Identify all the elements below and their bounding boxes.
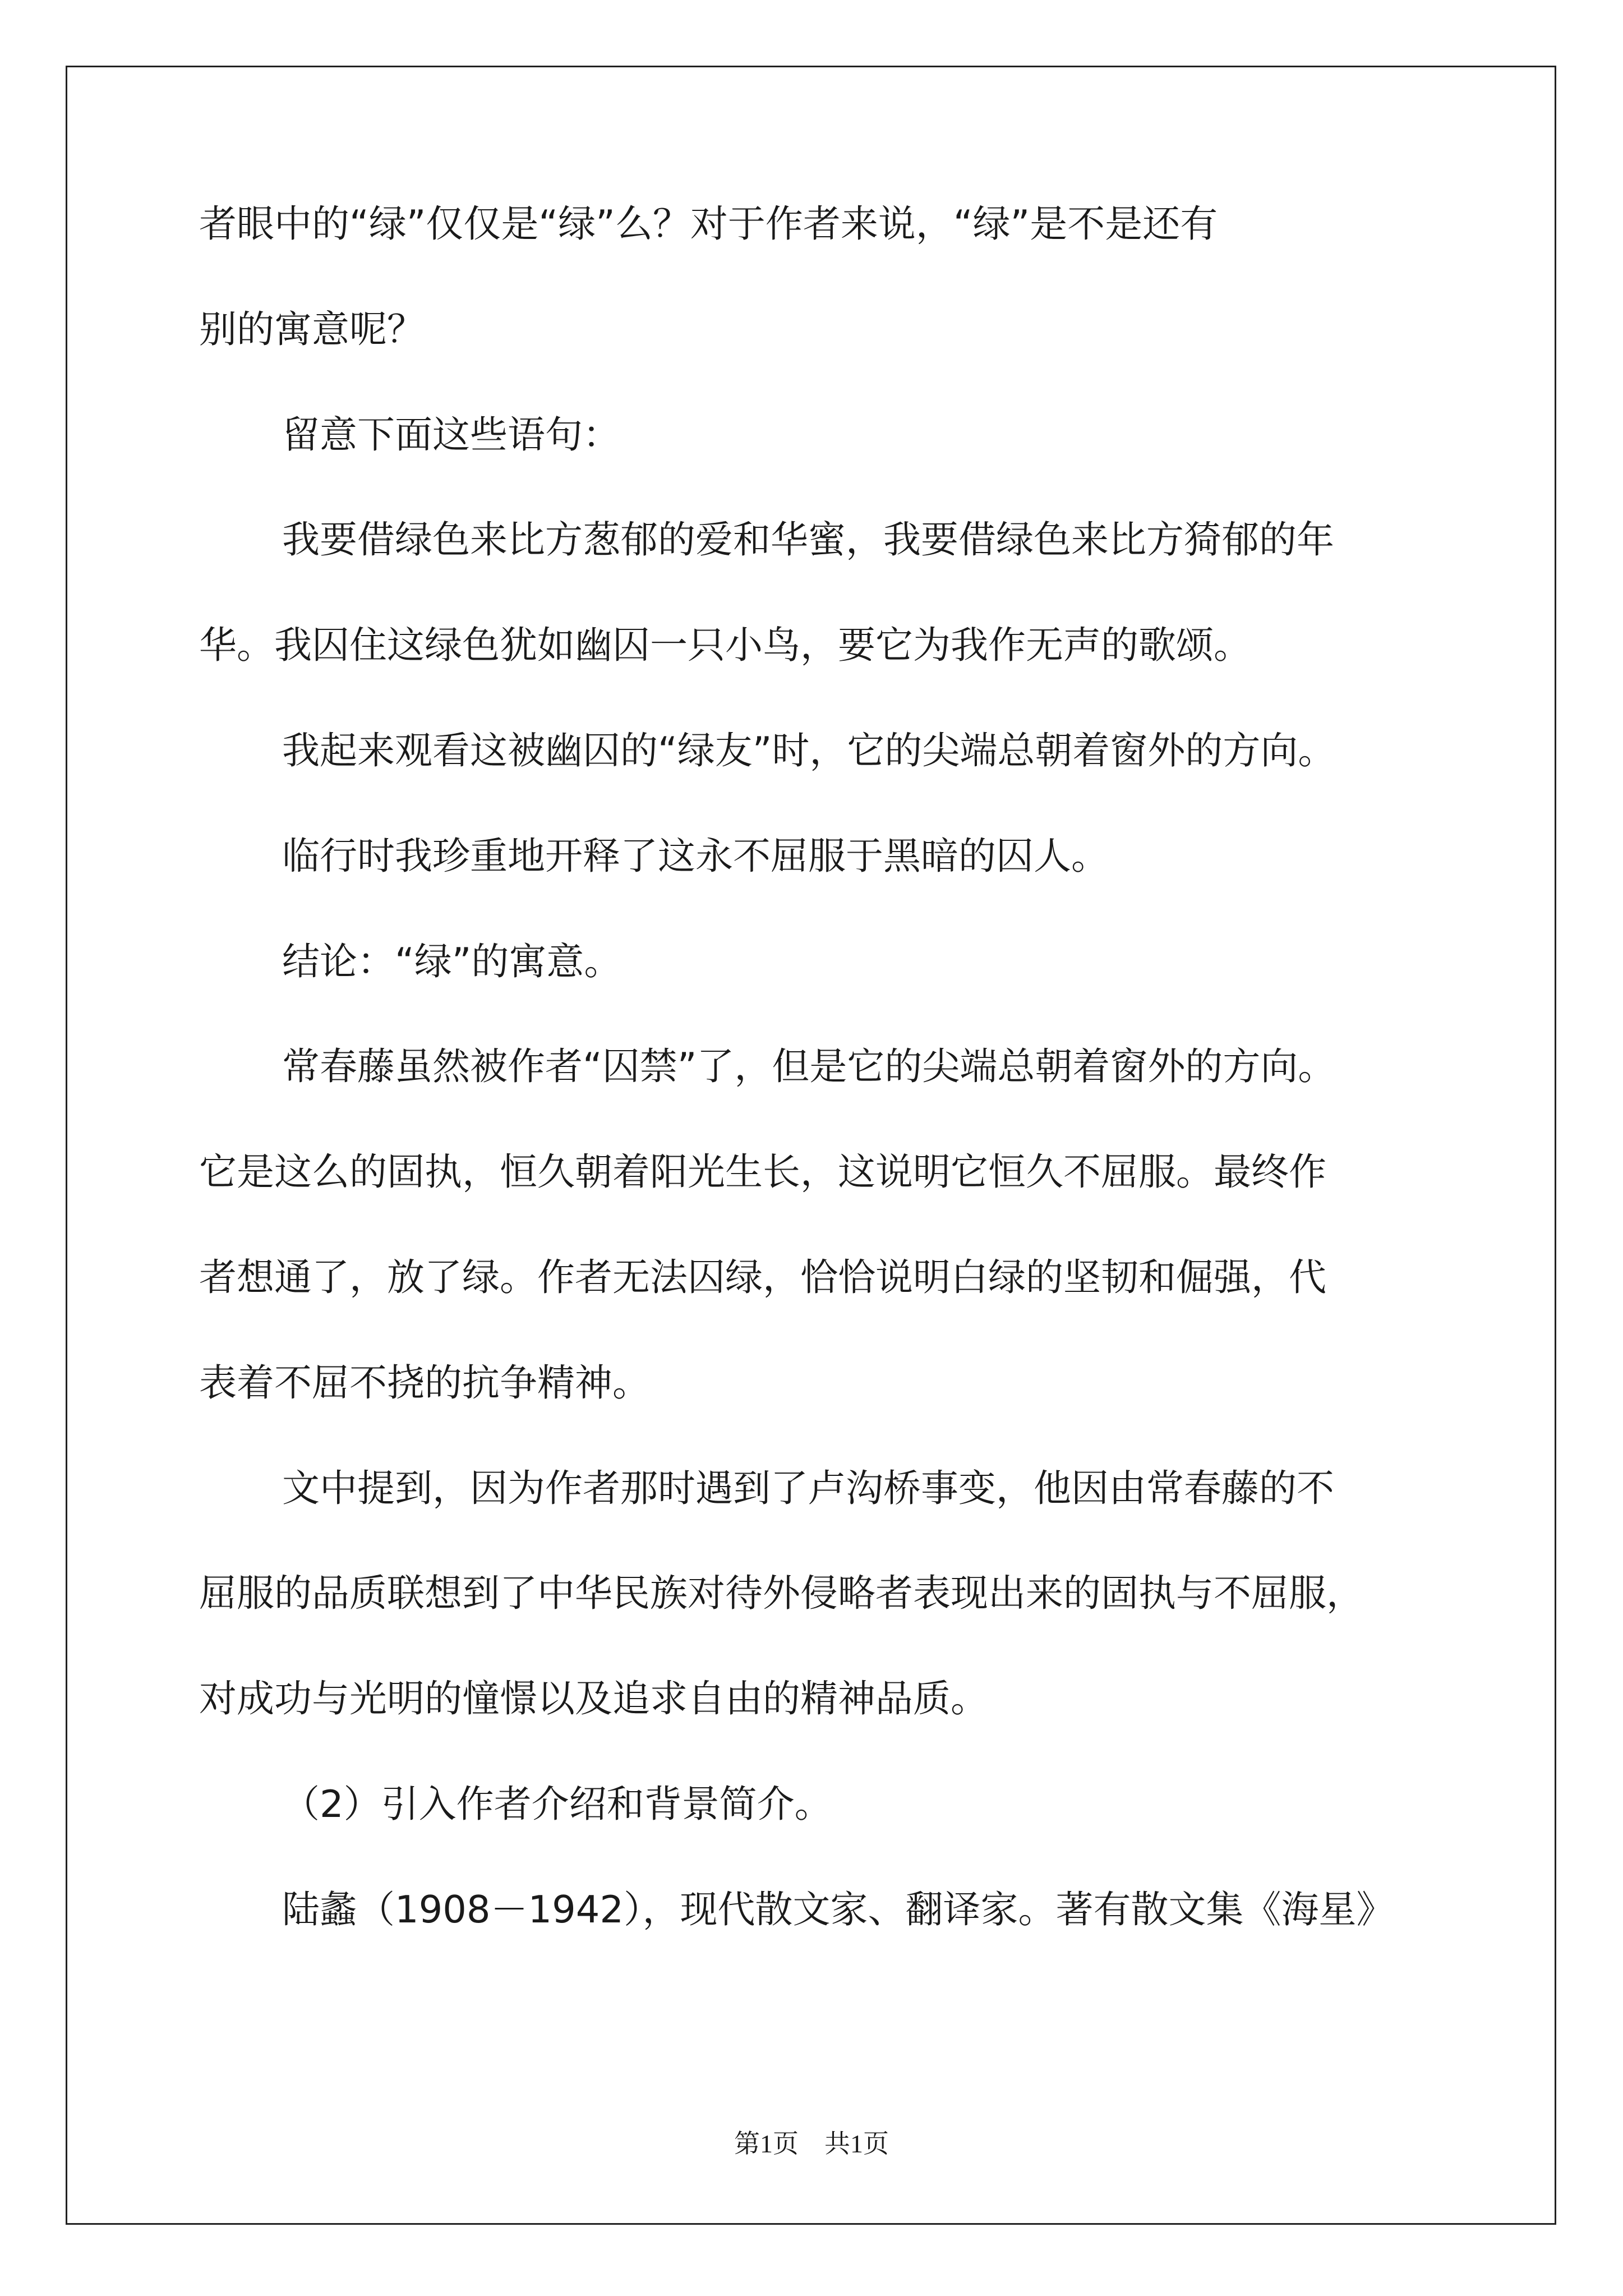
text-line: 常春藤虽然被作者“囚禁”了，但是它的尖端总朝着窗外的方向。 [282, 1045, 1336, 1088]
text-line: 它是这么的固执，恒久朝着阳光生长，这说明它恒久不屈服。最终作 [199, 1150, 1326, 1194]
text-line: 我起来观看这被幽囚的“绿友”时，它的尖端总朝着窗外的方向。 [282, 729, 1336, 772]
page-number: 第1页 共1页 [734, 2129, 889, 2158]
text-line: 陆蠡（1908－1942），现代散文家、翻译家。著有散文集《海星》 [282, 1888, 1394, 1931]
text-line: 临行时我珍重地开释了这永不屈服于黑暗的囚人。 [282, 834, 1109, 878]
text-line: 别的寓意呢？ [199, 307, 425, 351]
text-line: 对成功与光明的憧憬以及追求自由的精神品质。 [199, 1677, 988, 1720]
text-line: 文中提到，因为作者那时遇到了卢沟桥事变，他因由常春藤的不 [282, 1466, 1334, 1510]
text-line: 留意下面这些语句： [282, 413, 620, 457]
text-line: 表着不屈不挠的抗争精神。 [199, 1361, 650, 1405]
text-line: 我要借绿色来比方葱郁的爱和华蜜，我要借绿色来比方猗郁的年 [282, 518, 1334, 562]
text-line: 者眼中的“绿”仅仅是“绿”么？对于作者来说，“绿”是不是还有 [199, 202, 1218, 246]
text-line: 屈服的品质联想到了中华民族对待外侵略者表现出来的固执与不屈服， [199, 1571, 1364, 1615]
text-line: （2）引入作者介绍和背景简介。 [282, 1782, 832, 1826]
text-line: 者想通了，放了绿。作者无法囚绿，恰恰说明白绿的坚韧和倔强，代 [199, 1255, 1326, 1299]
text-line: 华。我囚住这绿色犹如幽囚一只小鸟，要它为我作无声的歌颂。 [199, 623, 1251, 667]
text-line: 结论：“绿”的寓意。 [282, 940, 622, 983]
